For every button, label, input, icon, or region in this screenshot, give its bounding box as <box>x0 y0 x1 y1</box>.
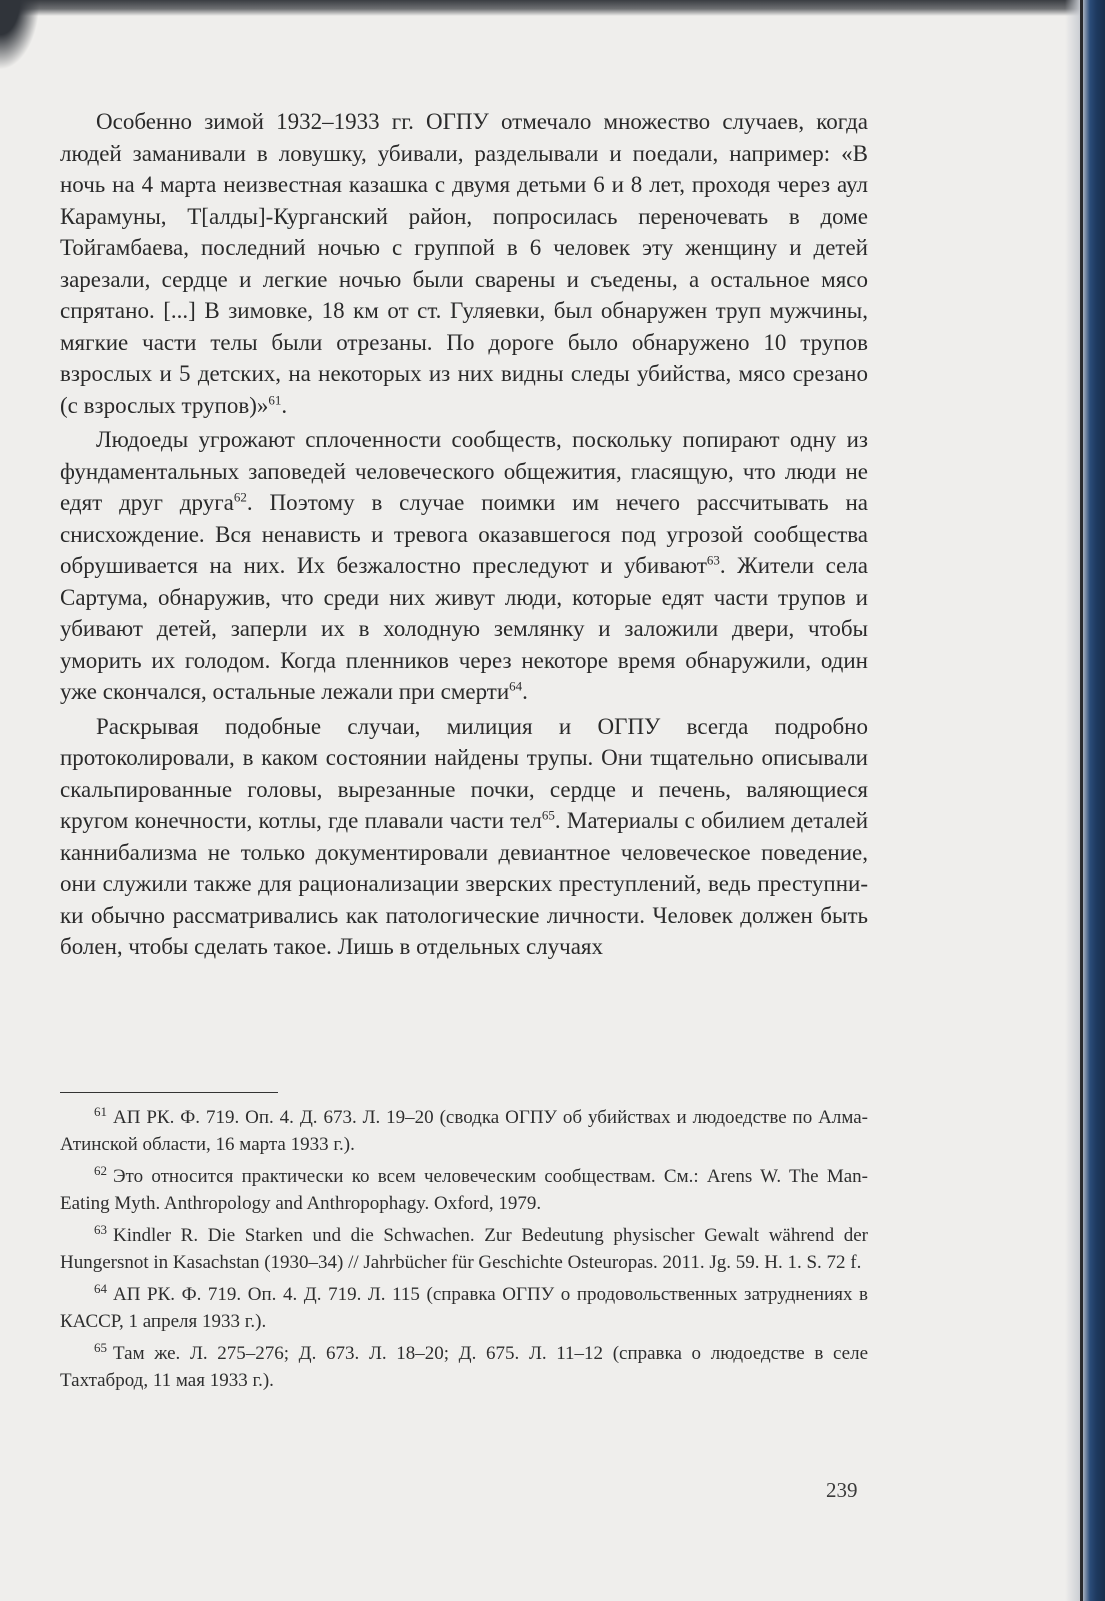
footnote-64 <box>60 1281 868 1335</box>
paragraph-2-part-2: . Поэтому в случае поимки им нечего рассчитывать на снисхождение. Вся ненависть и тревога оказавшегося под угрозой сообщества обрушивается на них. Их безжалостно преследуют и убивают <box>60 490 868 578</box>
footnote-ref-64[interactable]: 64 <box>509 678 523 694</box>
footnote-ref-65[interactable]: 65 <box>541 807 555 823</box>
paragraph-3-part-1: Раскрывая подобные случаи, милиция и ОГПУ всегда подробно протоколировали, в каком состоянии найдены трупы. Они тщательно описывали скальпированные головы, вырезанные почки, сердце и печень, валяющиеся кругом конечности, котлы, где плавали части тел <box>60 713 868 833</box>
page-number: 239 <box>826 1478 858 1502</box>
footnotes <box>60 1104 868 1399</box>
footnote-text: Там же. Л. 275–276; Д. 673. Л. 18–20; Д. 675. Л. 11–12 (справка о людоедстве в селе Тахтаброд, 11 мая 1933 г.). <box>60 1343 868 1391</box>
footnote-text: Это относится практически ко всем человеческим сообществам. См.: Arens W. The Man-Eating Myth. Anthropology and Anthropophagy. Oxford, 1979. <box>60 1166 868 1214</box>
paragraph-1-tail: . <box>281 392 288 418</box>
footnote-ref-63[interactable]: 63 <box>706 552 720 568</box>
paragraph-2 <box>60 424 868 708</box>
book-binding-edge <box>1065 0 1105 1601</box>
paragraph-3 <box>60 711 868 963</box>
footnote-text: АП РК. Ф. 719. Оп. 4. Д. 673. Л. 19–20 (сводка ОГПУ об убийствах и людоедстве по Алма-Атинской области, 16 марта 1933 г.). <box>60 1107 868 1155</box>
body-text <box>60 106 868 963</box>
footnote-number: 63 <box>94 1221 107 1237</box>
binding-line <box>1080 0 1083 1601</box>
footnote-separator <box>60 1092 278 1093</box>
footnote-number: 64 <box>94 1280 107 1296</box>
paragraph-2-part-3: . Жители села Сартума, обнаружив, что среди них живут люди, которые едят части трупов и убивают детей, заперли их в холодную землянку и заложили двери, чтобы уморить их голодом. Когда пленников через некоторе время обнаружили, один уже скончался, остальные лежали при смерти <box>60 553 868 704</box>
footnote-62 <box>60 1163 868 1217</box>
footnote-number: 62 <box>94 1162 107 1178</box>
scan-top-edge <box>0 0 1105 16</box>
paragraph-1 <box>60 106 868 421</box>
scan-corner-shadow <box>0 0 40 70</box>
footnote-text: Kindler R. Die Starken und die Schwachen. Zur Bedeutung physischer Gewalt während der Hungersnot in Kasachstan (1930–34) // Jahrbücher für Geschichte Osteuropas. 2011. Jg. 59. H. 1. S. 72 f. <box>60 1225 868 1273</box>
footnote-number: 65 <box>94 1339 107 1355</box>
paragraph-3-part-2: . Материалы с обилием деталей каннибализма не только документировали девиантное человеческое поведение, они служили также для рационализации зверских преступлений, ведь преступники обычно рассматривались как патологические личности. Человек должен быть болен, чтобы сделать такое. Лишь в отдельных случаях <box>60 808 869 959</box>
footnote-ref-61[interactable]: 61 <box>268 391 282 407</box>
paragraph-2-part-1: Людоеды угрожают сплоченности сообществ, поскольку попирают одну из фундаментальных заповедей человеческого общежития, гласящую, что люди не едят друг друга <box>60 427 868 515</box>
footnote-text: АП РК. Ф. 719. Оп. 4. Д. 719. Л. 115 (справка ОГПУ о продовольственных затруднениях в КАССР, 1 апреля 1933 г.). <box>60 1284 868 1332</box>
footnote-61 <box>60 1104 868 1158</box>
footnote-number: 61 <box>94 1103 107 1119</box>
footnote-65 <box>60 1340 868 1394</box>
footnote-ref-62[interactable]: 62 <box>233 489 247 505</box>
paragraph-2-part-4: . <box>522 679 528 704</box>
paragraph-1-text: Особенно зимой 1932–1933 гг. ОГПУ отмечало множество случаев, когда людей заманивали в ловушку, убивали, разделывали и поедали, например: «В ночь на 4 марта неизвестная казашка с двумя детьми 6 и 8 лет, проходя через аул Карамуны, Т[алды]-Курганский район, попросилась переночевать в доме Тойгамбаева, последний ночью с группой в 6 человек эту женщину и детей зарезали, сердце и легкие ночью были сварены и съедены, а остальное мясо спрятано. [...] В зимовке, 18 км от ст. Гуляевки, был обнаружен труп мужчины, мягкие части телы были отрезаны. По дороге было обнаружено 10 трупов взрослых и 5 детских, на некоторых из них видны следы убийства, мясо срезано (с взрослых трупов)» <box>60 109 868 418</box>
footnote-63 <box>60 1222 868 1276</box>
